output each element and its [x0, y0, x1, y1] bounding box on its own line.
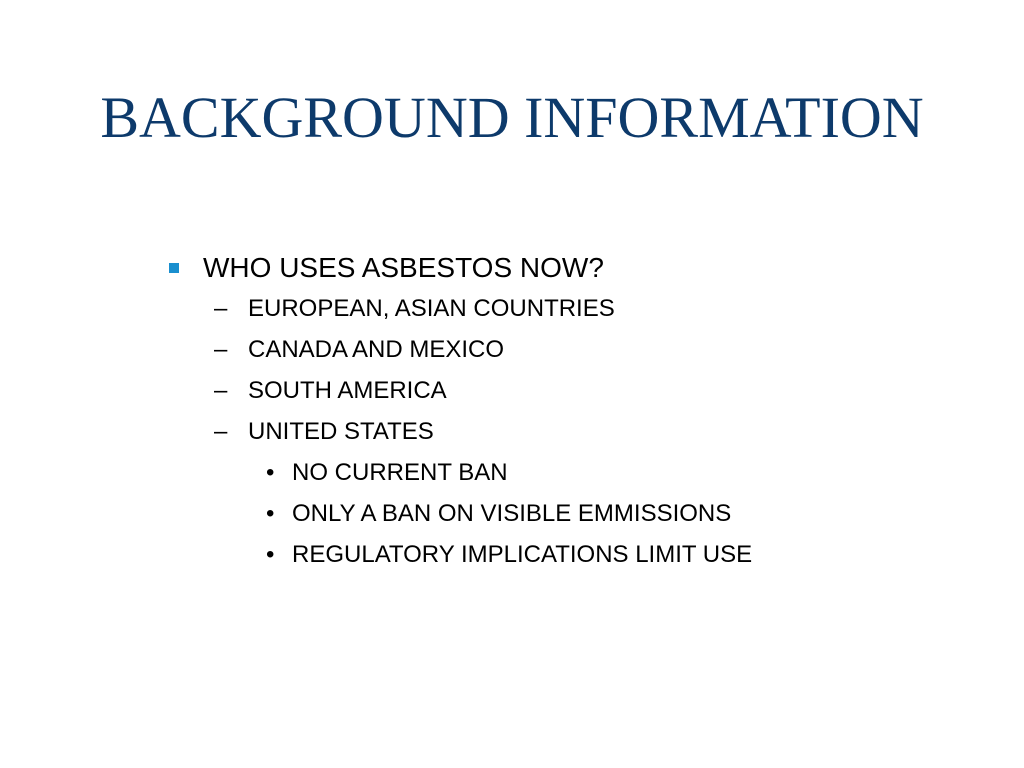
bullet-item-level2: [160, 370, 980, 411]
dash-marker: –: [214, 418, 228, 445]
dot-marker: •: [266, 541, 275, 568]
bullet-text: EUROPEAN, ASIAN COUNTRIES: [248, 295, 615, 322]
slide-title: BACKGROUND INFORMATION: [100, 85, 924, 150]
bullet-item-level2: [160, 329, 980, 370]
dash-marker: –: [214, 295, 228, 322]
bullet-text: REGULATORY IMPLICATIONS LIMIT USE: [292, 541, 753, 568]
slide-body: [160, 248, 980, 575]
bullet-text: CANADA AND MEXICO: [248, 336, 505, 363]
bullet-item-level2: [160, 411, 980, 452]
dash-marker: –: [214, 336, 228, 363]
dash-marker: –: [214, 377, 228, 404]
bullet-text: UNITED STATES: [248, 418, 434, 445]
square-bullet-icon: [169, 263, 179, 273]
dot-marker: •: [266, 500, 275, 527]
bullet-item-level3: [160, 534, 980, 575]
bullet-item-level3: [160, 493, 980, 534]
dot-marker: •: [266, 459, 275, 486]
bullet-text: SOUTH AMERICA: [248, 377, 447, 404]
bullet-text: WHO USES ASBESTOS NOW?: [203, 252, 604, 283]
bullet-text: NO CURRENT BAN: [292, 459, 508, 486]
bullet-item-level2: [160, 288, 980, 329]
bullet-item-level3: [160, 452, 980, 493]
bullet-item-level1: [160, 248, 980, 288]
bullet-text: ONLY A BAN ON VISIBLE EMMISSIONS: [292, 500, 732, 527]
